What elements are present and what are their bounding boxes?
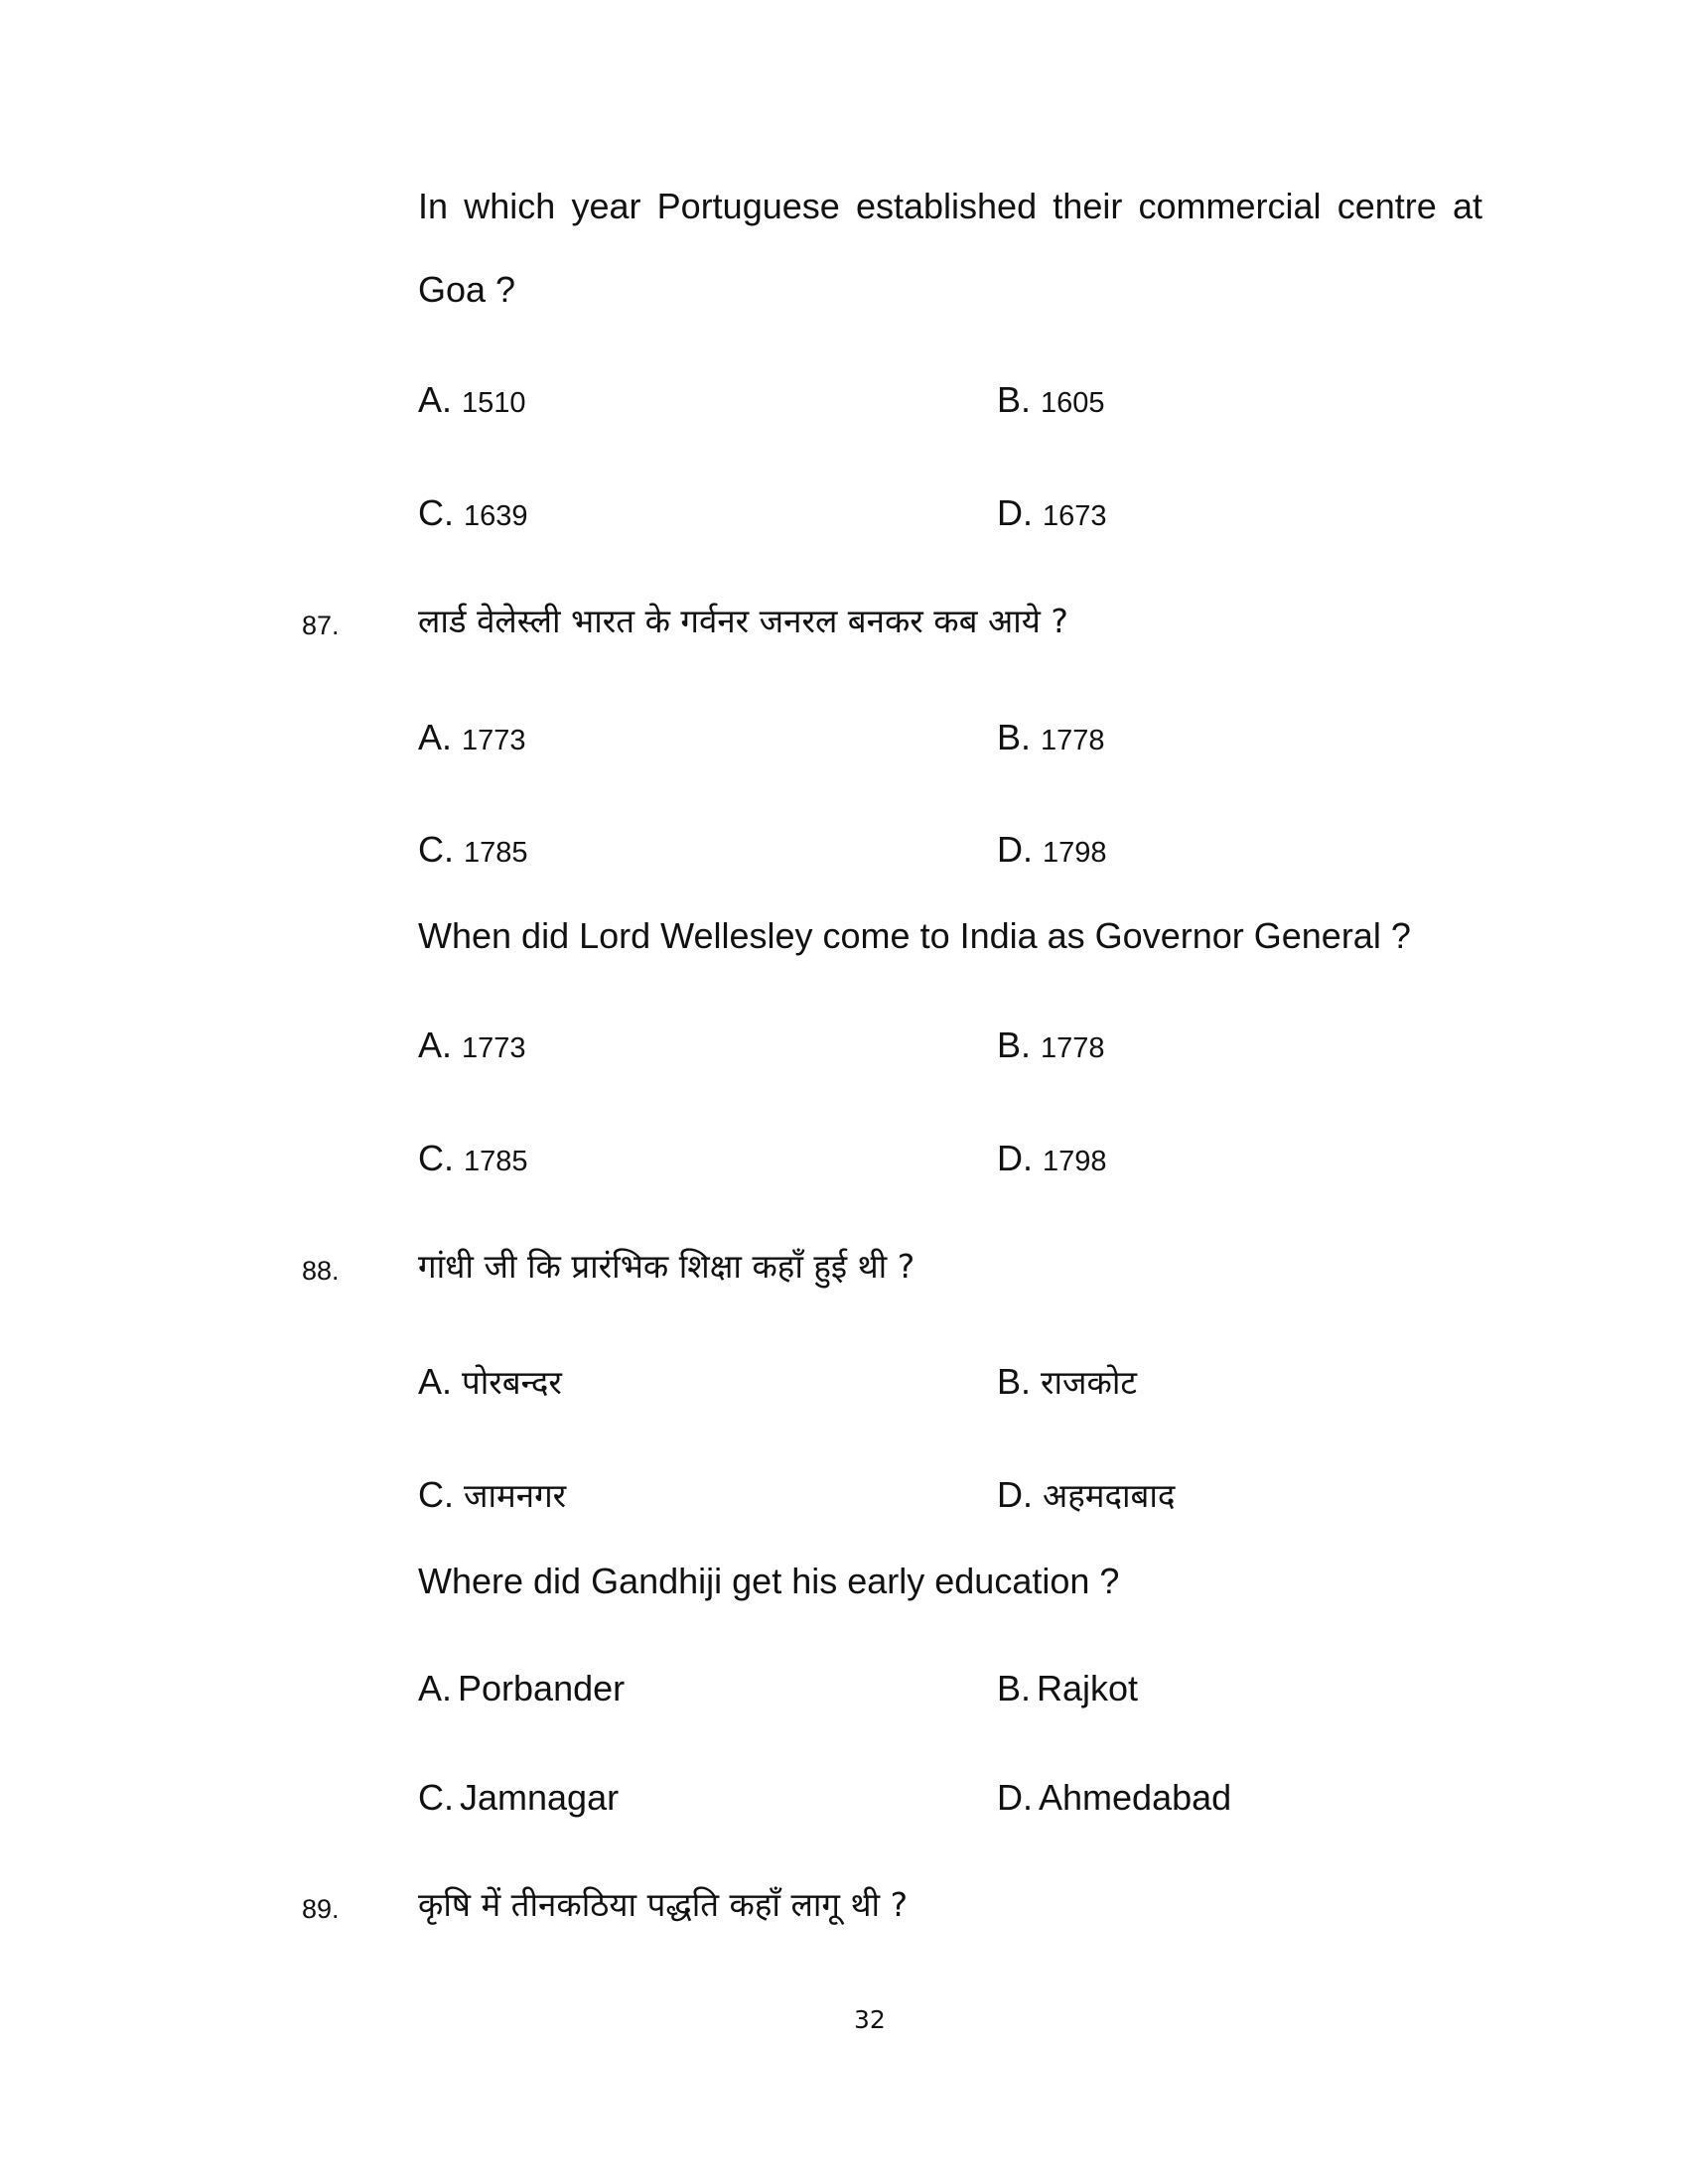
- option-letter: A.: [418, 717, 453, 757]
- question-number-88: 88.: [302, 1256, 340, 1286]
- option-text: 1605: [1041, 387, 1105, 419]
- q88-english-option-a[interactable]: [418, 1668, 626, 1708]
- q86-option-d[interactable]: [997, 492, 1107, 533]
- q87-english-option-c[interactable]: [418, 1138, 528, 1178]
- question-87-english: When did Lord Wellesley come to India as Governor General ?: [418, 915, 1411, 956]
- q87-english-option-d[interactable]: [997, 1138, 1107, 1178]
- option-letter: C.: [418, 829, 454, 870]
- option-letter: C.: [418, 1474, 454, 1515]
- option-text: 1639: [464, 500, 528, 532]
- option-text: 1773: [462, 725, 526, 756]
- option-letter: A.: [418, 1024, 453, 1065]
- option-text: Rajkot: [1037, 1668, 1139, 1708]
- option-letter: C.: [418, 1777, 454, 1818]
- question-89-hindi: कृषि में तीनकठिया पद्धति कहाँ लागू थी ?: [418, 1885, 909, 1924]
- option-letter: B.: [997, 1024, 1032, 1065]
- option-text: Ahmedabad: [1039, 1777, 1232, 1818]
- q88-hindi-option-a[interactable]: [418, 1361, 562, 1402]
- option-text: राजकोट: [1041, 1363, 1138, 1402]
- q88-english-option-b[interactable]: [997, 1668, 1139, 1708]
- q88-english-option-c[interactable]: [418, 1777, 620, 1818]
- page-number: 32: [854, 2005, 886, 2034]
- question-86-text-line1: In which year Portuguese established their commercial centre at: [418, 186, 1482, 226]
- option-text: अहमदाबाद: [1043, 1476, 1176, 1515]
- question-88-hindi: गांधी जी कि प्रारंभिक शिक्षा कहाँ हुई थी ?: [418, 1247, 915, 1286]
- option-letter: D.: [997, 492, 1033, 533]
- option-text: जामनगर: [464, 1476, 567, 1515]
- option-letter: D.: [997, 1474, 1033, 1515]
- option-letter: D.: [997, 1138, 1033, 1178]
- q87-hindi-option-a[interactable]: [418, 717, 526, 757]
- option-letter: B.: [997, 717, 1032, 757]
- question-87-hindi: लार्ड वेलेस्ली भारत के गर्वनर जनरल बनकर कब आये ?: [418, 602, 1068, 640]
- option-letter: A.: [418, 1361, 453, 1402]
- option-letter: D.: [997, 1777, 1033, 1818]
- option-text: 1778: [1041, 1032, 1105, 1064]
- option-text: 1785: [464, 1146, 528, 1177]
- q86-option-a[interactable]: [418, 379, 526, 420]
- option-text: 1510: [462, 387, 526, 419]
- q87-hindi-option-c[interactable]: [418, 829, 528, 870]
- option-letter: A.: [418, 379, 453, 420]
- option-letter: A.: [418, 1668, 453, 1708]
- option-letter: B.: [997, 1361, 1032, 1402]
- q86-option-c[interactable]: [418, 492, 528, 533]
- q87-english-option-b[interactable]: [997, 1024, 1105, 1065]
- q87-english-option-a[interactable]: [418, 1024, 526, 1065]
- question-86-text-line2: Goa ?: [418, 269, 516, 310]
- question-number-89: 89.: [302, 1894, 340, 1924]
- option-text: 1798: [1043, 1146, 1107, 1177]
- option-text: पोरबन्दर: [462, 1363, 562, 1402]
- option-letter: D.: [997, 829, 1033, 870]
- option-text: 1778: [1041, 725, 1105, 756]
- q87-hindi-option-b[interactable]: [997, 717, 1105, 757]
- question-number-87: 87.: [302, 611, 340, 640]
- option-letter: C.: [418, 1138, 454, 1178]
- q88-hindi-option-b[interactable]: [997, 1361, 1138, 1402]
- q88-hindi-option-c[interactable]: [418, 1474, 567, 1515]
- q88-hindi-option-d[interactable]: [997, 1474, 1176, 1515]
- option-letter: B.: [997, 1668, 1032, 1708]
- option-text: 1673: [1043, 500, 1107, 532]
- option-text: 1798: [1043, 837, 1107, 869]
- q88-english-option-d[interactable]: [997, 1777, 1232, 1818]
- option-text: 1773: [462, 1032, 526, 1064]
- option-text: Jamnagar: [460, 1777, 620, 1818]
- q86-option-b[interactable]: [997, 379, 1105, 420]
- option-text: 1785: [464, 837, 528, 869]
- option-text: Porbander: [458, 1668, 626, 1708]
- option-letter: C.: [418, 492, 454, 533]
- q87-hindi-option-d[interactable]: [997, 829, 1107, 870]
- question-88-english: Where did Gandhiji get his early education ?: [418, 1561, 1120, 1601]
- option-letter: B.: [997, 379, 1032, 420]
